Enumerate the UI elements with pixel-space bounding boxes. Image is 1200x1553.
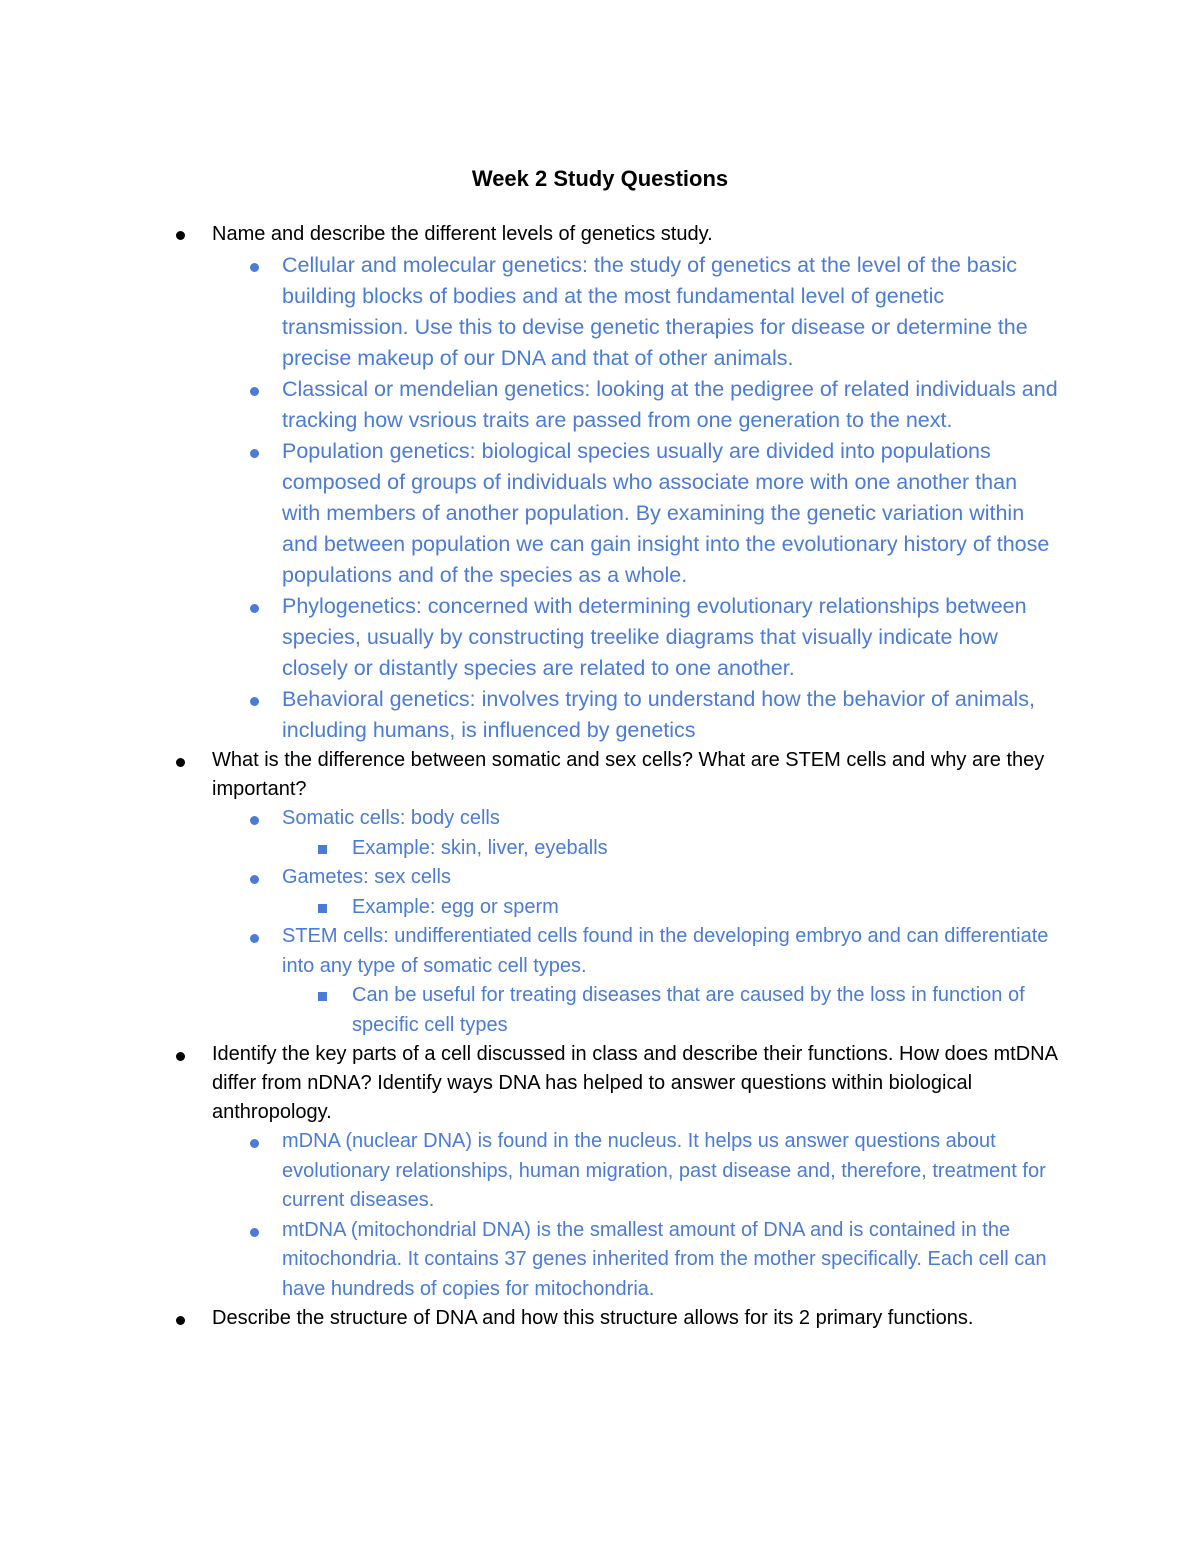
sub-answer-text: Can be useful for treating diseases that are caused by the loss in function of specific cell types: [352, 984, 1025, 1036]
square-bullet-icon: [318, 904, 327, 913]
answer-item: [212, 591, 1060, 684]
answer-text: mtDNA (mitochondrial DNA) is the smallest amount of DNA and is contained in the mitochondria. It contains 37 genes inherited from the mother specifically. Each cell can have hundreds of copies for mitochondria.: [282, 1218, 1047, 1300]
answer-text: Phylogenetics: concerned with determining evolutionary relationships between species, usually by constructing treelike diagrams that visually indicate how closely or distantly species are related to one another.: [282, 594, 1027, 680]
bullet-icon: [250, 934, 259, 943]
question-text: Name and describe the different levels of genetics study.: [212, 223, 713, 245]
answer-item: [212, 1216, 1060, 1305]
answer-text: Population genetics: biological species usually are divided into populations composed of groups of individuals who associate more with one another than with members of another population. By examining the genetic variation within and between population we can gain insight into the evolutionary history of those populations and of the species as a whole.: [282, 439, 1050, 587]
sub-answer-item: [282, 893, 1060, 923]
bullet-icon: [176, 231, 185, 240]
question-item: [0, 1040, 1200, 1304]
answer-item: [212, 922, 1060, 1040]
question-text: Describe the structure of DNA and how this structure allows for its 2 primary functions.: [212, 1307, 974, 1329]
page-title: Week 2 Study Questions: [471, 166, 729, 191]
sub-answer-item: [282, 834, 1060, 864]
question-list: [0, 219, 1200, 1333]
bullet-icon: [250, 263, 259, 272]
answer-text: Classical or mendelian genetics: looking at the pedigree of related individuals and tracking how vsrious traits are passed from one generation to the next.: [282, 377, 1058, 432]
bullet-icon: [176, 758, 185, 767]
sub-answer-text: Example: egg or sperm: [352, 895, 559, 918]
question-item: [0, 219, 1200, 746]
bullet-icon: [250, 697, 259, 706]
answer-item: [212, 374, 1060, 436]
question-item: [0, 746, 1200, 1040]
question-text: What is the difference between somatic and sex cells? What are STEM cells and why are they important?: [212, 749, 1045, 800]
bullet-icon: [176, 1052, 185, 1061]
sub-answer-text: Example: skin, liver, eyeballs: [352, 836, 608, 859]
question-text: Identify the key parts of a cell discussed in class and describe their functions. How does mtDNA differ from nDNA? Identify ways DNA has helped to answer questions within biological anthropology.: [212, 1043, 1057, 1123]
bullet-icon: [250, 387, 259, 396]
question-item: [0, 1304, 1200, 1333]
answer-item: [212, 250, 1060, 374]
answer-text: Somatic cells: body cells: [282, 807, 500, 829]
bullet-icon: [250, 875, 259, 884]
answer-item: [212, 804, 1060, 863]
bullet-icon: [250, 604, 259, 613]
bullet-icon: [250, 449, 259, 458]
bullet-icon: [250, 816, 259, 825]
answer-text: Behavioral genetics: involves trying to understand how the behavior of animals, including humans, is influenced by genetics: [282, 687, 1035, 742]
square-bullet-icon: [318, 992, 327, 1001]
bullet-icon: [250, 1139, 259, 1148]
answer-item: [212, 863, 1060, 922]
answer-text: Cellular and molecular genetics: the study of genetics at the level of the basic building blocks of bodies and at the most fundamental level of genetic transmission. Use this to devise genetic therapies for disease or determine the precise makeup of our DNA and that of other animals.: [282, 253, 1028, 370]
answer-text: mDNA (nuclear DNA) is found in the nucleus. It helps us answer questions about evolutionary relationships, human migration, past disease and, therefore, treatment for current diseases.: [282, 1130, 1046, 1211]
sub-answer-item: [282, 981, 1060, 1040]
answer-item: [212, 1127, 1060, 1216]
bullet-icon: [176, 1316, 185, 1325]
square-bullet-icon: [318, 845, 327, 854]
answer-item: [212, 436, 1060, 591]
answer-text: Gametes: sex cells: [282, 866, 451, 888]
answer-text: STEM cells: undifferentiated cells found in the developing embryo and can differentiate into any type of somatic cell types.: [282, 925, 1049, 977]
bullet-icon: [250, 1228, 259, 1237]
answer-item: [212, 684, 1060, 746]
